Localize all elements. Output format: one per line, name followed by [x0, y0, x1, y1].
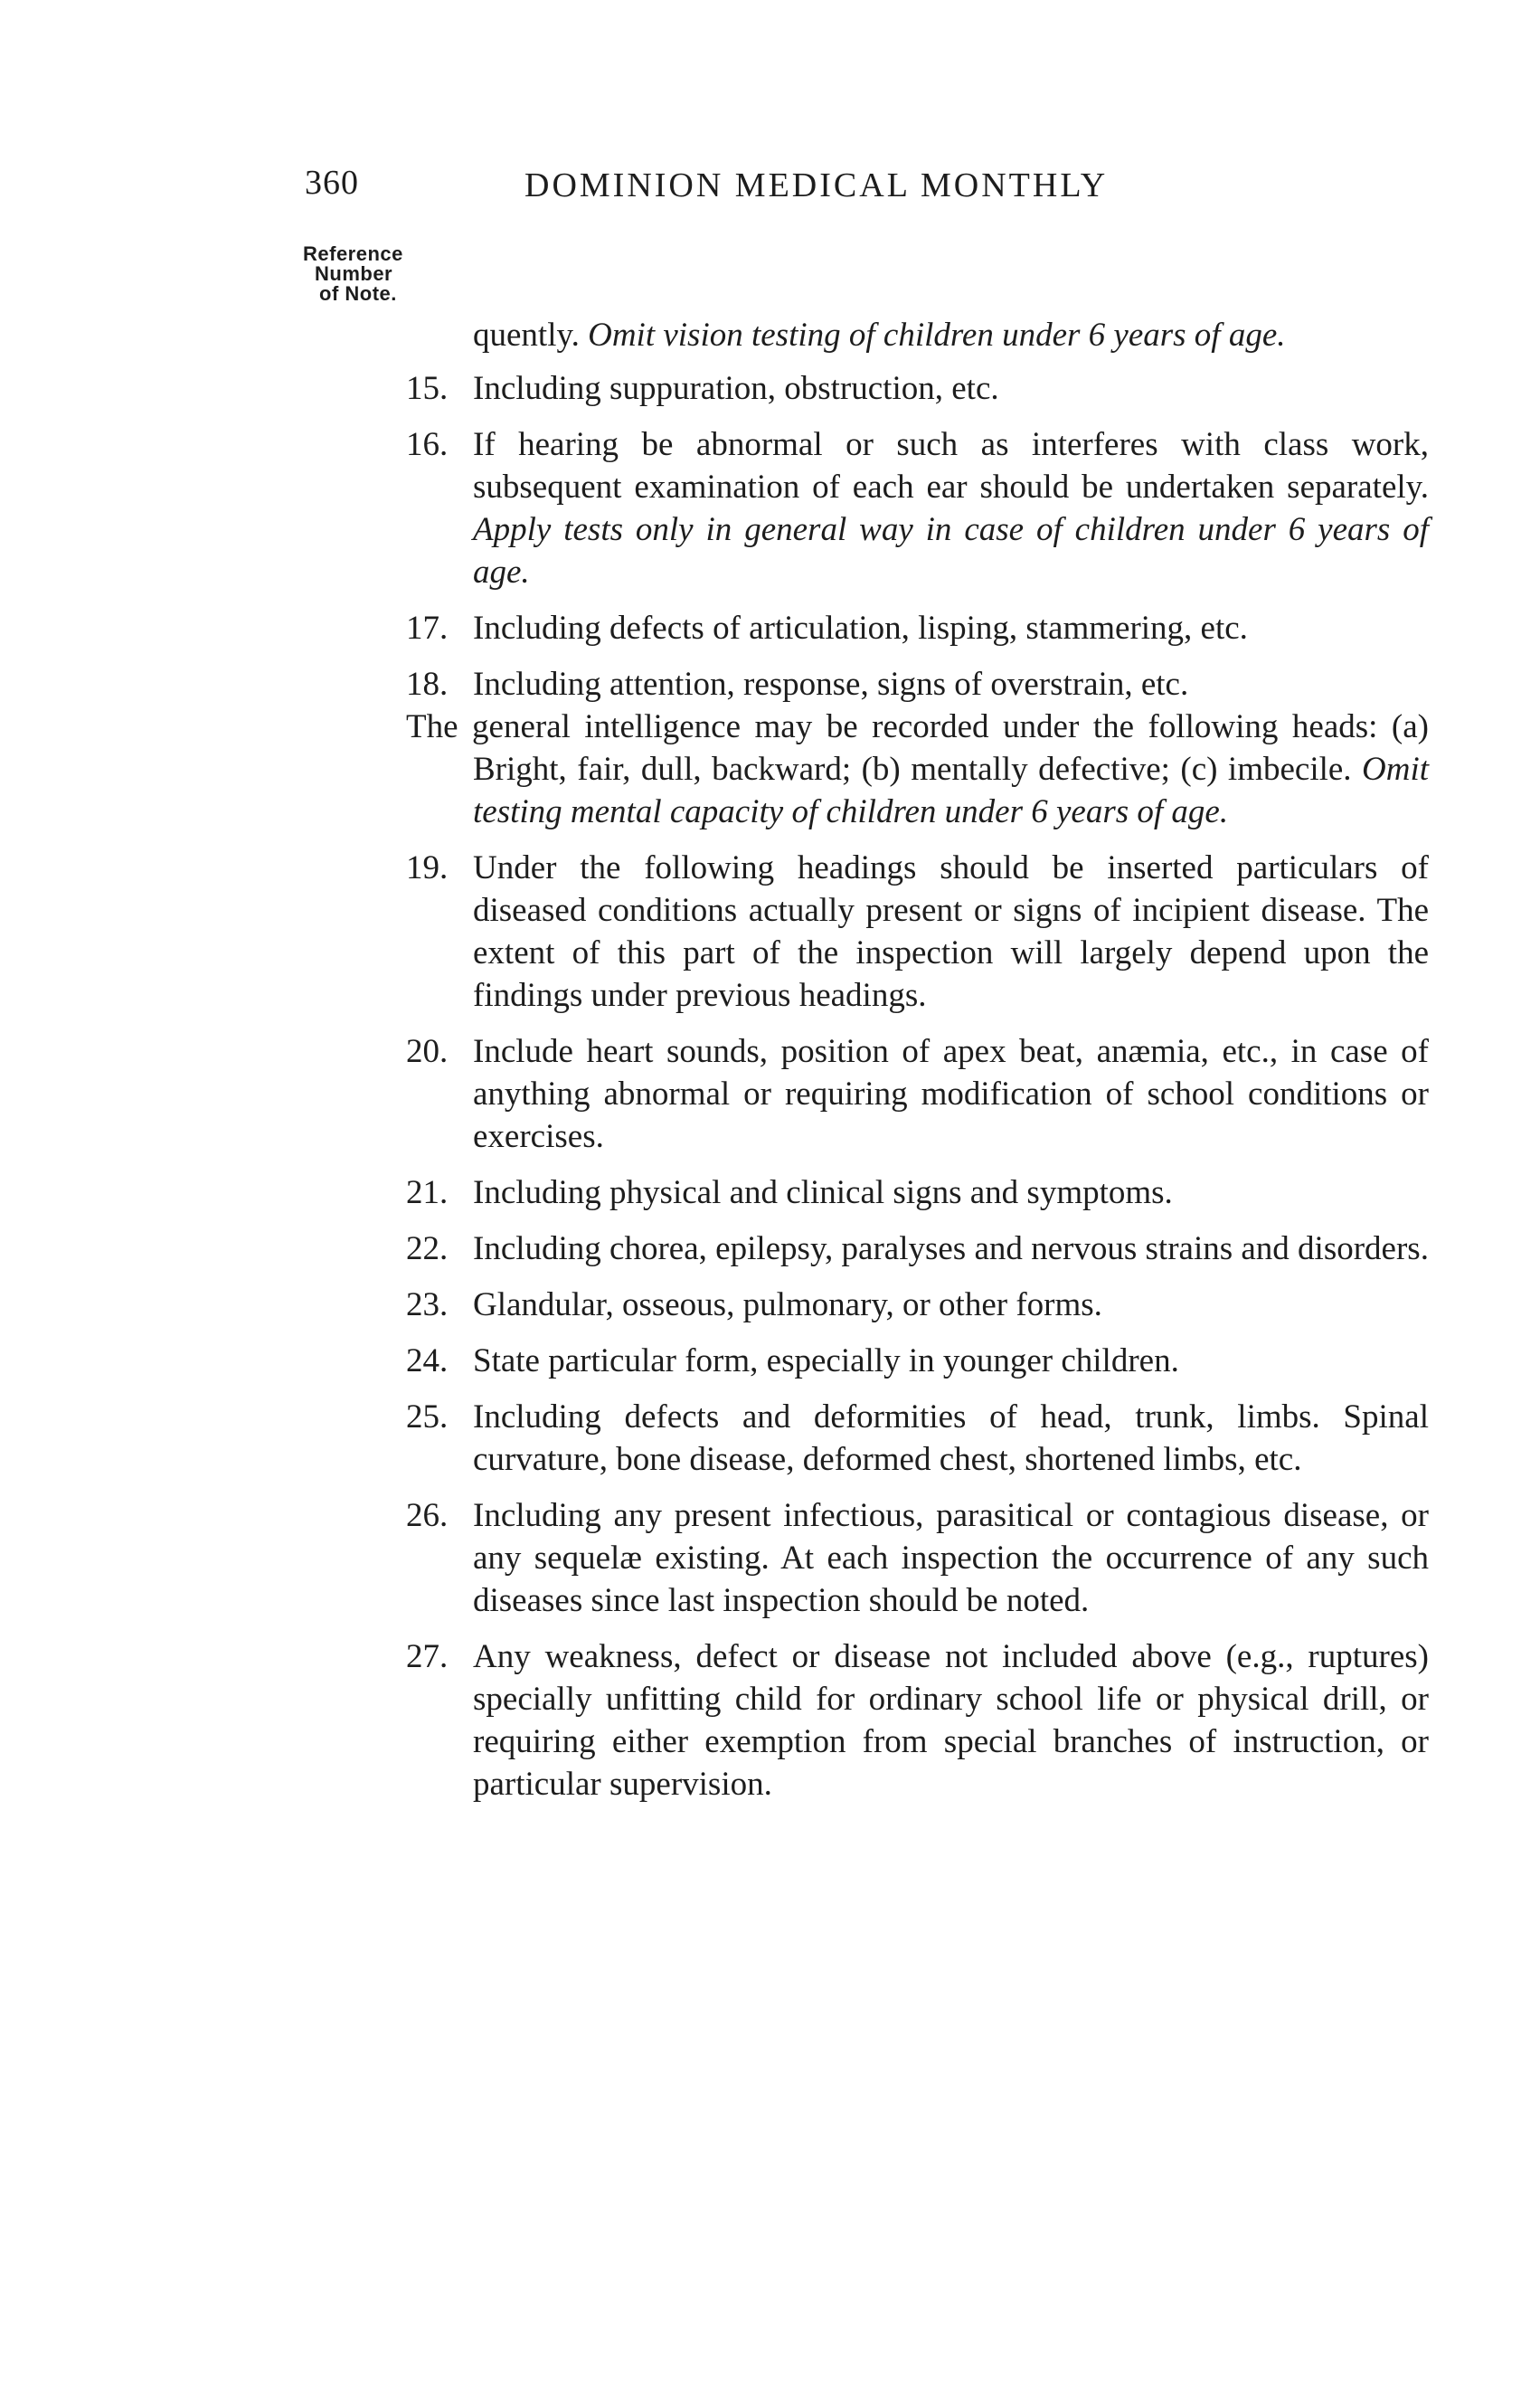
note-15	[326, 367, 1429, 410]
note-text: Including any present infectious, parasitical or contagious disease, or any sequelæ existing. At each inspection the occurrence of any such diseases since last inspection should be noted.	[473, 1497, 1429, 1619]
continuation-text: quently.	[473, 317, 580, 354]
page-number: 360	[305, 164, 359, 202]
note-26	[326, 1494, 1429, 1622]
note-paragraph	[406, 706, 1430, 833]
note-text: Including attention, response, signs of overstrain, etc.	[473, 666, 1189, 703]
note-19	[326, 847, 1429, 1017]
note-16	[326, 423, 1429, 593]
note-number: 25.	[406, 1398, 449, 1436]
continuation-italic: Omit vision testing of children under 6 years of age.	[588, 317, 1286, 354]
note-text: Under the following headings should be inserted particulars of diseased conditions actually present or signs of incipient disease. The extent of this part of the inspection will largely depend upon the findings under previous headings.	[473, 849, 1429, 1014]
note-number: 16.	[406, 426, 449, 463]
note-text: If hearing be abnormal or such as interferes with class work, subsequent examination of each ear should be undertaken separately.	[473, 426, 1429, 506]
note-18	[326, 663, 1429, 833]
reference-number-label	[303, 244, 448, 304]
note-21	[326, 1171, 1429, 1214]
note-27	[326, 1635, 1429, 1805]
note-number: 20.	[406, 1033, 449, 1070]
note-22	[326, 1227, 1429, 1270]
note-24	[326, 1340, 1429, 1382]
note-number: 18.	[406, 666, 449, 703]
note-number: 22.	[406, 1230, 449, 1267]
note-text: Including defects and deformities of head, trunk, limbs. Spinal curvature, bone disease, deformed chest, shortened limbs, etc.	[473, 1398, 1429, 1478]
note-number: 21.	[406, 1174, 449, 1211]
note-number: 15.	[406, 370, 449, 407]
note-paragraph-text: The general intelligence may be recorded under the following heads: (a) Bright, fair, dull, backward; (b) mentally defective; (c) imbecile.	[406, 708, 1429, 788]
note-text: Including defects of articulation, lisping, stammering, etc.	[473, 610, 1248, 647]
note-number: 23.	[406, 1286, 449, 1323]
note-text: State particular form, especially in younger children.	[473, 1342, 1179, 1379]
note-text: Any weakness, defect or disease not included above (e.g., ruptures) specially unfitting child for ordinary school life or physical drill, or requiring either exemption from special branches of instruction, or particular supervision.	[473, 1638, 1429, 1803]
note-20	[326, 1030, 1429, 1158]
note-25	[326, 1396, 1429, 1481]
note-text: Including physical and clinical signs and symptoms.	[473, 1174, 1173, 1211]
note-number: 19.	[406, 849, 449, 886]
note-italic: Apply tests only in general way in case of children under 6 years of age.	[473, 511, 1429, 591]
note-text: Glandular, osseous, pulmonary, or other forms.	[473, 1286, 1102, 1323]
running-head: DOMINION MEDICAL MONTHLY	[524, 166, 1109, 204]
note-text: Including suppuration, obstruction, etc.	[473, 370, 999, 407]
note-23	[326, 1284, 1429, 1326]
continuation-note	[326, 314, 1429, 356]
ref-label-line3: of Note.	[319, 282, 397, 305]
note-number: 27.	[406, 1638, 449, 1675]
note-text: Including chorea, epilepsy, paralyses and nervous strains and disorders.	[473, 1230, 1429, 1267]
note-number: 26.	[406, 1497, 449, 1534]
ref-label-line2: Number	[315, 262, 393, 285]
note-text: Include heart sounds, position of apex beat, anæmia, etc., in case of anything abnormal or requiring modification of school conditions or exercises.	[473, 1033, 1429, 1155]
notes-list	[326, 314, 1429, 1819]
note-number: 17.	[406, 610, 449, 647]
note-italic: Omit testing mental capacity of children under 6 years of age.	[473, 751, 1430, 830]
ref-label-line1: Reference	[303, 242, 403, 265]
note-number: 24.	[406, 1342, 449, 1379]
note-17	[326, 607, 1429, 649]
